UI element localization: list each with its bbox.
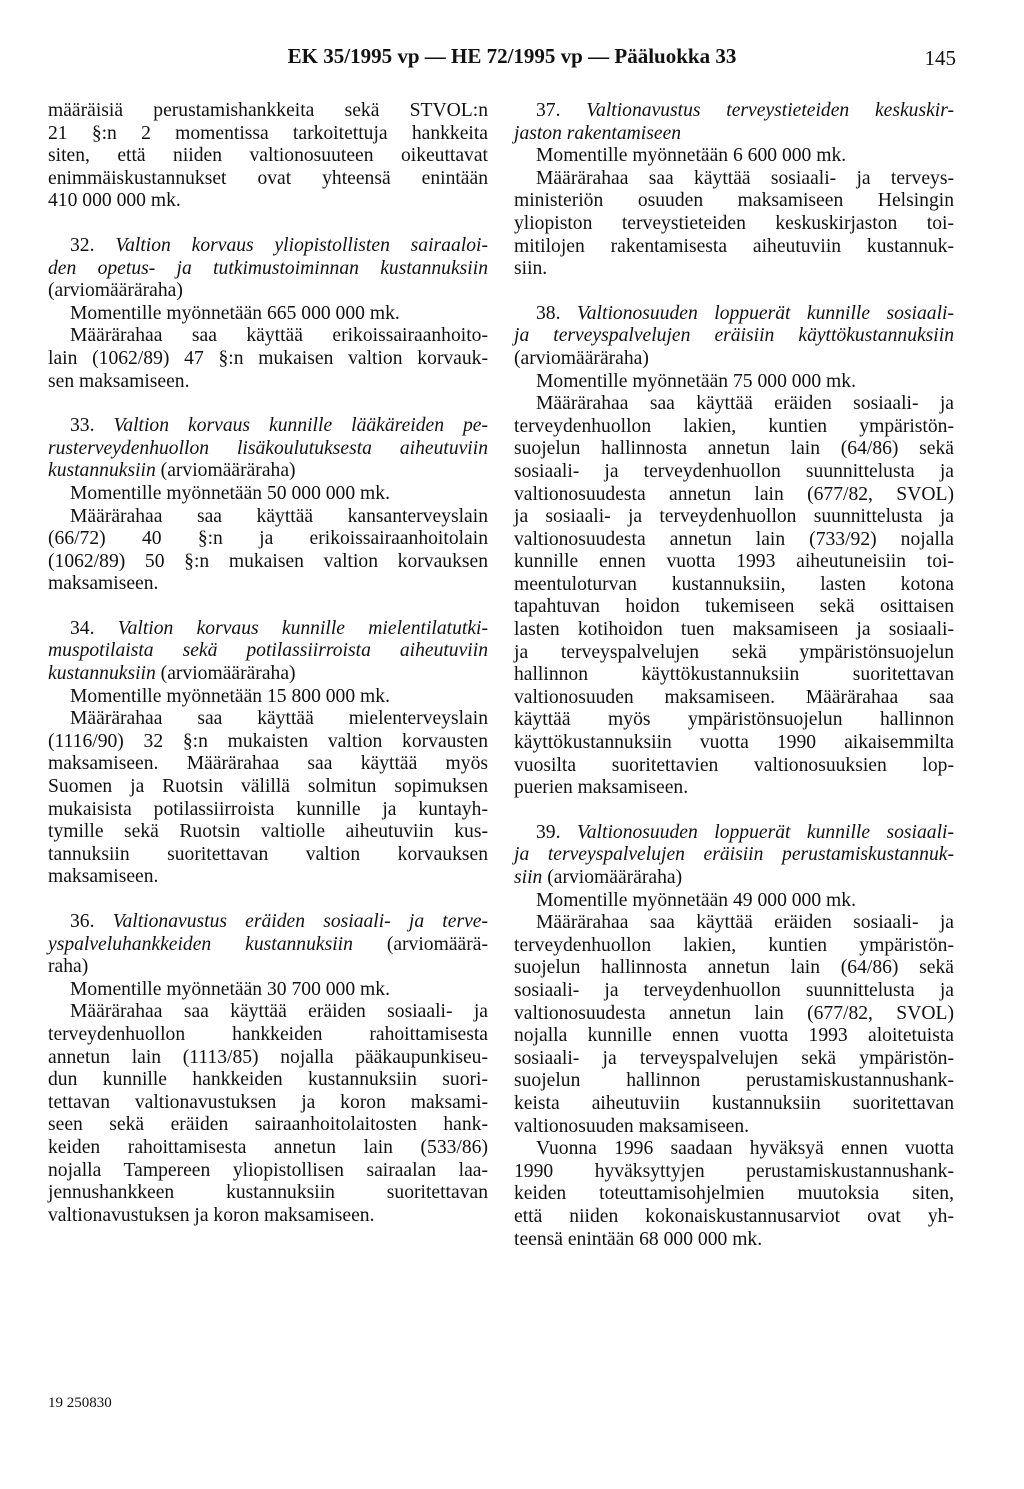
text-line: että niiden kokonaiskustannusarviot ovat yh- <box>514 1205 954 1227</box>
section-title: Valtion korvaus yliopistollisten sairaaloi- <box>115 234 488 256</box>
appropriation-type <box>514 867 954 890</box>
text-line: dun kunnille hankkeiden kustannuksiin suori- <box>48 1069 488 1091</box>
text-line: siten, että niiden valtionosuuteen oikeuttavat <box>48 145 488 167</box>
appropriation-amount: Momentille myönnetään 50 000 000 mk. <box>70 482 390 504</box>
section-title: siin <box>514 867 543 888</box>
text-line: 1990 hyväksyttyjen perustamiskustannushank- <box>514 1160 954 1182</box>
section-title: yspalveluhankkeiden kustannuksiin <box>48 933 353 955</box>
section-title: jaston rakentamiseen <box>514 122 682 144</box>
text-line: siin. <box>514 258 548 280</box>
text-line: määräisiä perustamishankkeita sekä STVOL:n <box>48 100 488 121</box>
text-line: tettavan valtionavustuksen ja koron maksami- <box>48 1091 488 1113</box>
text-line: Määrärahaa saa käyttää mielenterveyslain <box>70 708 488 730</box>
appropriation-type-label: (arviomäärä- <box>386 933 488 955</box>
text-line: Suomen ja Ruotsin välillä solmitun sopimuksen <box>48 776 488 798</box>
text-line: tymille sekä Ruotsin valtiolle aiheutuviin kus- <box>48 821 488 843</box>
text-line: kunnille ennen vuotta 1993 aiheutuneisiin toi- <box>514 551 954 573</box>
text-line: maksamiseen. <box>48 573 159 595</box>
text-line: suojelun hallinnon perustamiskustannushank- <box>514 1070 954 1092</box>
text-line: teensä enintään 68 000 000 mk. <box>514 1228 763 1250</box>
page-title: EK 35/1995 vp — HE 72/1995 vp — Pääluokka 33 <box>287 44 737 68</box>
text-line: sosiaali- ja terveydenhuollon suunnittelusta ja <box>514 460 954 482</box>
text-line: maksamiseen. <box>48 866 159 888</box>
section-title-line <box>48 934 488 957</box>
text-line: Määrärahaa saa käyttää kansanterveyslain <box>70 505 488 527</box>
text-line: keiden toteuttamisohjelmien muutoksia siten, <box>514 1183 954 1205</box>
section-heading <box>48 618 488 641</box>
text-line: sen maksamiseen. <box>48 370 190 392</box>
text-line: suojelun hallinnosta annetun lain (64/86) sekä <box>514 438 954 460</box>
text-line: seen sekä eräiden sairaanhoitolaitosten hank- <box>48 1114 488 1136</box>
appropriation-type <box>48 460 488 483</box>
text-line: Määrärahaa saa käyttää erikoissairaanhoito- <box>70 325 488 347</box>
text-line: hallinnon käyttökustannuksiin suoritettavan <box>514 664 954 686</box>
section-title: kustannuksiin <box>48 663 156 685</box>
section-heading <box>514 303 954 326</box>
text-line: nojalla kunnille ennen vuotta 1993 aloitetuista <box>514 1025 954 1047</box>
text-line: Määrärahaa saa käyttää eräiden sosiaali- ja <box>70 1001 488 1023</box>
section-37 <box>514 100 954 281</box>
right-column <box>514 100 954 1273</box>
section-title: Valtion korvaus kunnille mielentilatutki- <box>117 617 488 639</box>
appropriation-amount: Momentille myönnetään 49 000 000 mk. <box>536 889 856 911</box>
text-line: ja sosiaali- ja terveydenhuollon suunnittelusta ja <box>514 506 954 528</box>
section-number: 32. <box>70 234 95 256</box>
appropriation-amount: Momentille myönnetään 665 000 000 mk. <box>70 302 400 324</box>
section-heading <box>514 822 954 845</box>
text-line: valtionosuudesta annetun lain (677/82, SVOL) <box>514 1002 954 1024</box>
text-line: (66/72) 40 §:n ja erikoissairaanhoitolain <box>48 528 488 550</box>
text-line: puerien maksamiseen. <box>514 777 689 799</box>
text-line: sosiaali- ja terveydenhuollon suunnittelusta ja <box>514 979 954 1001</box>
text-line: nojalla Tampereen yliopistollisen sairaalan laa- <box>48 1159 488 1181</box>
intro-paragraph <box>48 100 488 213</box>
text-line: (1062/89) 50 §:n mukaisen valtion korvauksen <box>48 550 488 572</box>
text-line: valtionosuuden maksamiseen. Määrärahaa saa <box>514 686 954 708</box>
section-heading <box>48 235 488 258</box>
section-title: Valtion korvaus kunnille lääkäreiden pe- <box>113 415 489 437</box>
section-33 <box>48 415 488 596</box>
section-32 <box>48 235 488 393</box>
section-heading <box>48 415 488 438</box>
appropriation-amount: Momentille myönnetään 6 600 000 mk. <box>536 145 847 167</box>
section-number: 33. <box>70 415 95 437</box>
text-line: tannuksiin suoritettavan valtion korvauksen <box>48 843 488 865</box>
text-line: valtionosuudesta annetun lain (677/82, SVOL) <box>514 483 954 505</box>
text-line: maksamiseen. Määrärahaa saa käyttää myös <box>48 753 488 775</box>
text-line: valtionosuudesta annetun lain (733/92) nojalla <box>514 528 954 550</box>
text-line: meentuloturvan kustannuksiin, lasten kotona <box>514 573 954 595</box>
section-39 <box>514 822 954 1251</box>
text-line: terveydenhuollon hankkeiden rahoittamisesta <box>48 1023 488 1045</box>
appropriation-type-label: (arviomääräraha) <box>547 867 683 888</box>
section-title: Valtionavustus terveystieteiden keskuskir- <box>586 100 954 121</box>
text-line: käyttökustannuksiin vuotta 1990 aikaisemmilta <box>514 732 954 754</box>
section-title: rusterveydenhuollon lisäkoulutuksesta aiheutuviin <box>48 437 488 459</box>
page-number: 145 <box>924 46 956 70</box>
appropriation-amount: Momentille myönnetään 75 000 000 mk. <box>536 370 856 392</box>
text-line: Määrärahaa saa käyttää sosiaali- ja terveys- <box>536 167 954 189</box>
text-line: terveydenhuollon lakien, kuntien ympäristön- <box>514 934 954 956</box>
section-title: Valtionosuuden loppuerät kunnille sosiaali- <box>576 821 954 843</box>
section-number: 39. <box>536 821 561 843</box>
section-heading <box>514 100 954 123</box>
text-line: keista aiheutuviin kustannuksiin suoritettavan <box>514 1092 954 1114</box>
text-line: ministeriön osuuden maksamiseen Helsingin <box>514 190 954 212</box>
appropriation-type-label: (arviomääräraha) <box>160 663 296 685</box>
text-line: ja terveyspalvelujen sekä ympäristönsuojelun <box>514 641 954 663</box>
section-title: ja terveyspalvelujen eräisiin perustamiskustannuk- <box>514 844 954 866</box>
section-title: den opetus- ja tutkimustoiminnan kustannuksiin <box>48 257 488 279</box>
text-line: lain (1062/89) 47 §:n mukaisen valtion korvauk- <box>48 347 488 369</box>
text-line: Määrärahaa saa käyttää eräiden sosiaali- ja <box>536 912 954 934</box>
text-line: vuosilta suoritettavien valtionosuuksien lop- <box>514 754 954 776</box>
text-line: annetun lain (1113/85) nojalla pääkaupunkiseu- <box>48 1046 488 1068</box>
text-line: yliopiston terveystieteiden keskuskirjaston toi- <box>514 212 954 234</box>
section-title: Valtionosuuden loppuerät kunnille sosiaali- <box>576 302 954 324</box>
section-number: 34. <box>70 617 95 639</box>
appropriation-amount: Momentille myönnetään 15 800 000 mk. <box>70 685 390 707</box>
section-36 <box>48 911 488 1227</box>
appropriation-type-label: (arviomääräraha) <box>160 460 296 482</box>
section-title: muspotilaista sekä potilassiirroista aiheutuviin <box>48 640 488 662</box>
left-column <box>48 100 488 1249</box>
text-line: keiden rahoittamisesta annetun lain (533/86) <box>48 1136 488 1158</box>
text-line: valtionavustuksen ja koron maksamiseen. <box>48 1204 375 1226</box>
text-line: 21 §:n 2 momentissa tarkoitettuja hankkeita <box>48 122 488 144</box>
print-code: 19 250830 <box>48 1395 112 1411</box>
section-number: 36. <box>70 911 95 932</box>
text-line: Vuonna 1996 saadaan hyväksyä ennen vuotta <box>536 1138 954 1160</box>
section-title: ja terveyspalvelujen eräisiin käyttökustannuksiin <box>514 325 954 347</box>
text-line: 410 000 000 mk. <box>48 190 181 212</box>
text-line: Määrärahaa saa käyttää eräiden sosiaali- ja <box>536 393 954 415</box>
text-line: sosiaali- ja terveyspalvelujen sekä ympäristön- <box>514 1047 954 1069</box>
appropriation-amount: Momentille myönnetään 30 700 000 mk. <box>70 978 390 1000</box>
section-number: 38. <box>536 302 561 324</box>
appropriation-type: (arviomääräraha) <box>514 347 649 369</box>
page-header <box>0 44 1024 76</box>
appropriation-type: raha) <box>48 956 89 978</box>
text-line: valtionosuuden maksamiseen. <box>514 1115 750 1137</box>
appropriation-type <box>48 663 488 686</box>
section-title: kustannuksiin <box>48 460 156 482</box>
text-line: suojelun hallinnosta annetun lain (64/86) sekä <box>514 957 954 979</box>
text-line: tapahtuvan hoidon tukemiseen sekä osittaisen <box>514 596 954 618</box>
appropriation-type: (arviomääräraha) <box>48 280 183 302</box>
text-line: käyttää myös ympäristönsuojelun hallinnon <box>514 709 954 731</box>
section-38 <box>514 303 954 800</box>
section-heading <box>48 911 488 934</box>
text-line: jennushankkeen kustannuksiin suoritettavan <box>48 1182 488 1204</box>
text-line: mukaisista potilassiirroista kunnille ja kuntayh- <box>48 798 488 820</box>
text-line: lasten kotihoidon tuen maksamiseen ja sosiaali- <box>514 619 954 641</box>
text-line: terveydenhuollon lakien, kuntien ympäristön- <box>514 415 954 437</box>
text-line: (1116/90) 32 §:n mukaisten valtion korvausten <box>48 730 488 752</box>
text-line: mitilojen rakentamisesta aiheutuviin kustannuk- <box>514 235 954 257</box>
section-number: 37. <box>536 100 561 121</box>
section-title: Valtionavustus eräiden sosiaali- ja terve- <box>112 911 488 932</box>
text-line: enimmäiskustannukset ovat yhteensä enintään <box>48 167 488 189</box>
section-34 <box>48 618 488 889</box>
